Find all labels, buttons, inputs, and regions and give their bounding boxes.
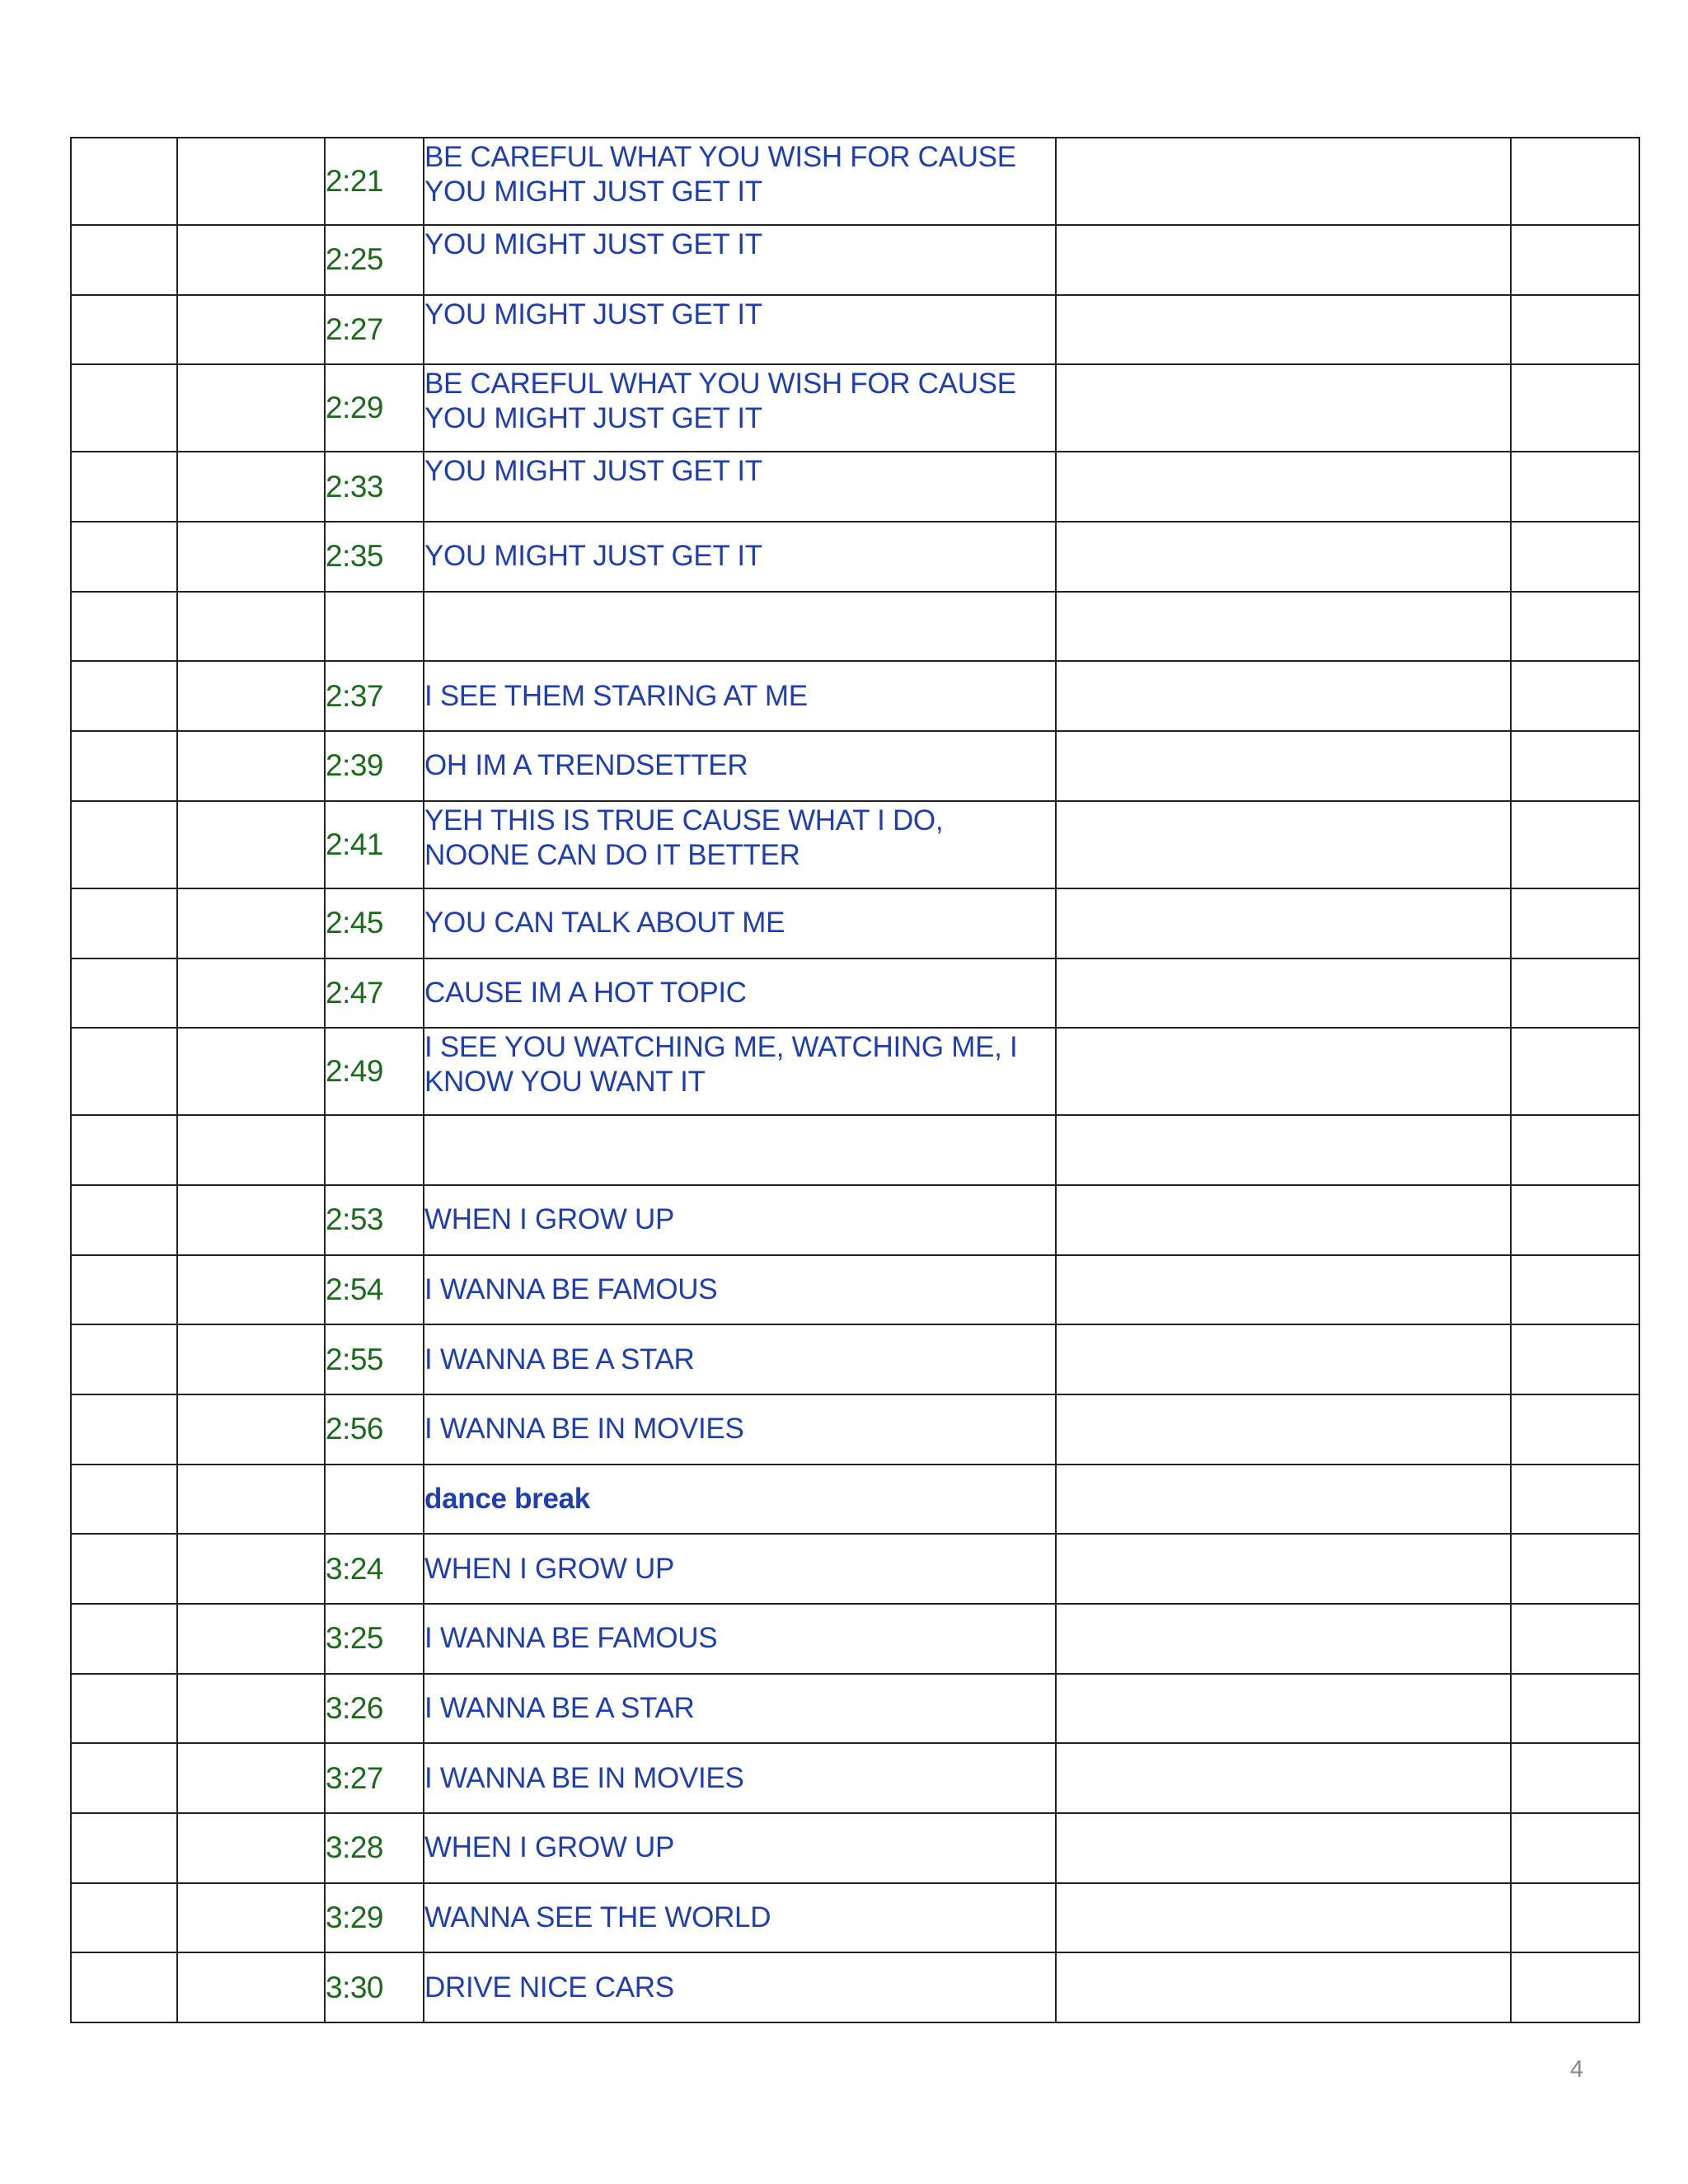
timestamp-cell: 2:29 bbox=[325, 364, 424, 452]
empty-cell bbox=[1056, 1534, 1511, 1604]
lyric-cell: CAUSE IM A HOT TOPIC bbox=[424, 958, 1056, 1029]
empty-cell bbox=[71, 1394, 177, 1465]
empty-cell bbox=[1056, 295, 1511, 365]
empty-cell bbox=[71, 1952, 177, 2022]
table-row bbox=[71, 295, 1639, 365]
empty-cell bbox=[71, 1255, 177, 1325]
empty-cell bbox=[177, 1324, 325, 1394]
timestamp-cell: 2:33 bbox=[325, 452, 424, 522]
empty-cell bbox=[1511, 1028, 1639, 1115]
empty-cell bbox=[1056, 364, 1511, 452]
table-row bbox=[71, 1883, 1639, 1953]
empty-cell bbox=[177, 225, 325, 295]
empty-cell bbox=[1056, 138, 1511, 225]
empty-cell bbox=[71, 295, 177, 365]
table-row bbox=[71, 958, 1639, 1029]
table-row bbox=[71, 1185, 1639, 1255]
table-row bbox=[71, 1952, 1639, 2022]
lyric-cell bbox=[424, 592, 1056, 662]
lyric-cell: I WANNA BE FAMOUS bbox=[424, 1255, 1056, 1325]
empty-cell bbox=[177, 888, 325, 958]
empty-cell bbox=[177, 958, 325, 1029]
timestamp-cell: 2:27 bbox=[325, 295, 424, 365]
empty-cell bbox=[177, 522, 325, 592]
empty-cell bbox=[1056, 452, 1511, 522]
lyric-cell: YOU MIGHT JUST GET IT bbox=[424, 225, 1056, 295]
timestamp-cell: 3:25 bbox=[325, 1604, 424, 1674]
timestamp-cell: 3:28 bbox=[325, 1813, 424, 1883]
table-row bbox=[71, 1324, 1639, 1394]
timestamp-cell: 2:54 bbox=[325, 1255, 424, 1325]
empty-cell bbox=[1511, 1604, 1639, 1674]
empty-cell bbox=[177, 1465, 325, 1535]
empty-cell bbox=[177, 1674, 325, 1744]
lyric-cell: WANNA SEE THE WORLD bbox=[424, 1883, 1056, 1953]
lyric-cell: YOU MIGHT JUST GET IT bbox=[424, 452, 1056, 522]
empty-cell bbox=[1056, 1465, 1511, 1535]
empty-cell bbox=[71, 1185, 177, 1255]
empty-cell bbox=[1511, 1185, 1639, 1255]
lyric-cell: YOU MIGHT JUST GET IT bbox=[424, 522, 1056, 592]
timestamp-cell: 2:53 bbox=[325, 1185, 424, 1255]
empty-cell bbox=[1056, 1813, 1511, 1883]
empty-cell bbox=[177, 1394, 325, 1465]
table-row bbox=[71, 1255, 1639, 1325]
empty-cell bbox=[71, 592, 177, 662]
empty-cell bbox=[177, 731, 325, 801]
empty-cell bbox=[1056, 661, 1511, 731]
lyric-cell: WHEN I GROW UP bbox=[424, 1534, 1056, 1604]
timestamp-cell: 2:55 bbox=[325, 1324, 424, 1394]
timestamp-cell: 2:25 bbox=[325, 225, 424, 295]
empty-cell bbox=[177, 1115, 325, 1185]
table-row bbox=[71, 522, 1639, 592]
empty-cell bbox=[71, 1324, 177, 1394]
table-row bbox=[71, 1813, 1639, 1883]
table-row bbox=[71, 1465, 1639, 1535]
empty-cell bbox=[71, 1115, 177, 1185]
empty-cell bbox=[1511, 1324, 1639, 1394]
lyric-cell: I WANNA BE FAMOUS bbox=[424, 1604, 1056, 1674]
empty-cell bbox=[71, 1534, 177, 1604]
timestamp-cell: 3:26 bbox=[325, 1674, 424, 1744]
empty-cell bbox=[1511, 225, 1639, 295]
empty-cell bbox=[1056, 1324, 1511, 1394]
empty-cell bbox=[1511, 801, 1639, 888]
empty-cell bbox=[1511, 1813, 1639, 1883]
timestamp-cell: 3:30 bbox=[325, 1952, 424, 2022]
timestamp-cell: 3:27 bbox=[325, 1743, 424, 1813]
empty-cell bbox=[1056, 731, 1511, 801]
empty-cell bbox=[1511, 1674, 1639, 1744]
table-row bbox=[71, 592, 1639, 662]
empty-cell bbox=[71, 1813, 177, 1883]
empty-cell bbox=[71, 1465, 177, 1535]
empty-cell bbox=[1511, 1883, 1639, 1953]
empty-cell bbox=[1511, 1115, 1639, 1185]
empty-cell bbox=[71, 1743, 177, 1813]
page-number: 4 bbox=[1570, 2056, 1584, 2083]
table-row bbox=[71, 1674, 1639, 1744]
empty-cell bbox=[1511, 661, 1639, 731]
lyric-cell: I WANNA BE IN MOVIES bbox=[424, 1394, 1056, 1465]
empty-cell bbox=[1511, 1743, 1639, 1813]
empty-cell bbox=[1056, 1743, 1511, 1813]
empty-cell bbox=[177, 452, 325, 522]
table-row bbox=[71, 661, 1639, 731]
lyric-cell: WHEN I GROW UP bbox=[424, 1185, 1056, 1255]
empty-cell bbox=[1511, 452, 1639, 522]
timestamp-cell: 3:29 bbox=[325, 1883, 424, 1953]
timestamp-cell: 2:41 bbox=[325, 801, 424, 888]
empty-cell bbox=[71, 888, 177, 958]
lyric-cell: I WANNA BE A STAR bbox=[424, 1674, 1056, 1744]
empty-cell bbox=[71, 731, 177, 801]
empty-cell bbox=[1511, 1394, 1639, 1465]
empty-cell bbox=[177, 1952, 325, 2022]
table-row bbox=[71, 225, 1639, 295]
lyric-cell: YOU CAN TALK ABOUT ME bbox=[424, 888, 1056, 958]
empty-cell bbox=[1056, 1255, 1511, 1325]
table-row bbox=[71, 1028, 1639, 1115]
empty-cell bbox=[1056, 958, 1511, 1029]
empty-cell bbox=[1511, 1952, 1639, 2022]
empty-cell bbox=[1056, 1028, 1511, 1115]
empty-cell bbox=[71, 452, 177, 522]
timestamp-cell: 2:39 bbox=[325, 731, 424, 801]
empty-cell bbox=[71, 1883, 177, 1953]
empty-cell bbox=[1056, 1394, 1511, 1465]
empty-cell bbox=[177, 1185, 325, 1255]
table-row bbox=[71, 1604, 1639, 1674]
empty-cell bbox=[1511, 1534, 1639, 1604]
lyrics-timing-table bbox=[70, 137, 1640, 2023]
empty-cell bbox=[177, 295, 325, 365]
timestamp-cell bbox=[325, 592, 424, 662]
empty-cell bbox=[177, 801, 325, 888]
timestamp-cell: 3:24 bbox=[325, 1534, 424, 1604]
lyric-cell: BE CAREFUL WHAT YOU WISH FOR CAUSE YOU MIGHT JUST GET IT bbox=[424, 138, 1056, 225]
table-row bbox=[71, 1115, 1639, 1185]
empty-cell bbox=[1056, 1604, 1511, 1674]
lyric-cell: I WANNA BE IN MOVIES bbox=[424, 1743, 1056, 1813]
timestamp-cell bbox=[325, 1115, 424, 1185]
table-row bbox=[71, 364, 1639, 452]
section-label-cell: dance break bbox=[424, 1465, 1056, 1535]
empty-cell bbox=[1056, 888, 1511, 958]
timestamp-cell: 2:45 bbox=[325, 888, 424, 958]
empty-cell bbox=[177, 1255, 325, 1325]
lyric-cell: YOU MIGHT JUST GET IT bbox=[424, 295, 1056, 365]
timestamp-cell: 2:21 bbox=[325, 138, 424, 225]
empty-cell bbox=[1511, 364, 1639, 452]
empty-cell bbox=[177, 592, 325, 662]
table-row bbox=[71, 888, 1639, 958]
empty-cell bbox=[1511, 1465, 1639, 1535]
empty-cell bbox=[177, 1028, 325, 1115]
empty-cell bbox=[71, 958, 177, 1029]
empty-cell bbox=[1056, 1115, 1511, 1185]
empty-cell bbox=[1511, 888, 1639, 958]
empty-cell bbox=[71, 225, 177, 295]
empty-cell bbox=[1511, 731, 1639, 801]
table-row bbox=[71, 731, 1639, 801]
empty-cell bbox=[1056, 1952, 1511, 2022]
empty-cell bbox=[177, 138, 325, 225]
empty-cell bbox=[71, 364, 177, 452]
lyric-cell bbox=[424, 1115, 1056, 1185]
empty-cell bbox=[1056, 1185, 1511, 1255]
empty-cell bbox=[177, 1534, 325, 1604]
empty-cell bbox=[1056, 592, 1511, 662]
empty-cell bbox=[1056, 801, 1511, 888]
timestamp-cell: 2:47 bbox=[325, 958, 424, 1029]
empty-cell bbox=[1511, 295, 1639, 365]
empty-cell bbox=[1511, 522, 1639, 592]
empty-cell bbox=[71, 522, 177, 592]
lyric-cell: BE CAREFUL WHAT YOU WISH FOR CAUSE YOU MIGHT JUST GET IT bbox=[424, 364, 1056, 452]
empty-cell bbox=[1056, 1674, 1511, 1744]
timestamp-cell bbox=[325, 1465, 424, 1535]
empty-cell bbox=[177, 1743, 325, 1813]
empty-cell bbox=[177, 661, 325, 731]
empty-cell bbox=[177, 1813, 325, 1883]
empty-cell bbox=[71, 661, 177, 731]
empty-cell bbox=[71, 1604, 177, 1674]
empty-cell bbox=[177, 1883, 325, 1953]
empty-cell bbox=[71, 1674, 177, 1744]
lyric-cell: DRIVE NICE CARS bbox=[424, 1952, 1056, 2022]
table-row bbox=[71, 138, 1639, 225]
empty-cell bbox=[177, 1604, 325, 1674]
lyric-cell: I SEE YOU WATCHING ME, WATCHING ME, I KNOW YOU WANT IT bbox=[424, 1028, 1056, 1115]
empty-cell bbox=[71, 801, 177, 888]
table-row bbox=[71, 1394, 1639, 1465]
timestamp-cell: 2:37 bbox=[325, 661, 424, 731]
table-row bbox=[71, 1743, 1639, 1813]
table-row bbox=[71, 801, 1639, 888]
table-row bbox=[71, 1534, 1639, 1604]
empty-cell bbox=[71, 1028, 177, 1115]
lyric-cell: YEH THIS IS TRUE CAUSE WHAT I DO, NOONE CAN DO IT BETTER bbox=[424, 801, 1056, 888]
empty-cell bbox=[1056, 522, 1511, 592]
empty-cell bbox=[1511, 958, 1639, 1029]
empty-cell bbox=[177, 364, 325, 452]
lyric-cell: OH IM A TRENDSETTER bbox=[424, 731, 1056, 801]
lyric-cell: I SEE THEM STARING AT ME bbox=[424, 661, 1056, 731]
timestamp-cell: 2:35 bbox=[325, 522, 424, 592]
timestamp-cell: 2:56 bbox=[325, 1394, 424, 1465]
lyric-cell: WHEN I GROW UP bbox=[424, 1813, 1056, 1883]
timestamp-cell: 2:49 bbox=[325, 1028, 424, 1115]
lyric-cell: I WANNA BE A STAR bbox=[424, 1324, 1056, 1394]
empty-cell bbox=[1056, 1883, 1511, 1953]
empty-cell bbox=[1511, 138, 1639, 225]
empty-cell bbox=[1056, 225, 1511, 295]
empty-cell bbox=[1511, 592, 1639, 662]
empty-cell bbox=[71, 138, 177, 225]
empty-cell bbox=[1511, 1255, 1639, 1325]
table-row bbox=[71, 452, 1639, 522]
